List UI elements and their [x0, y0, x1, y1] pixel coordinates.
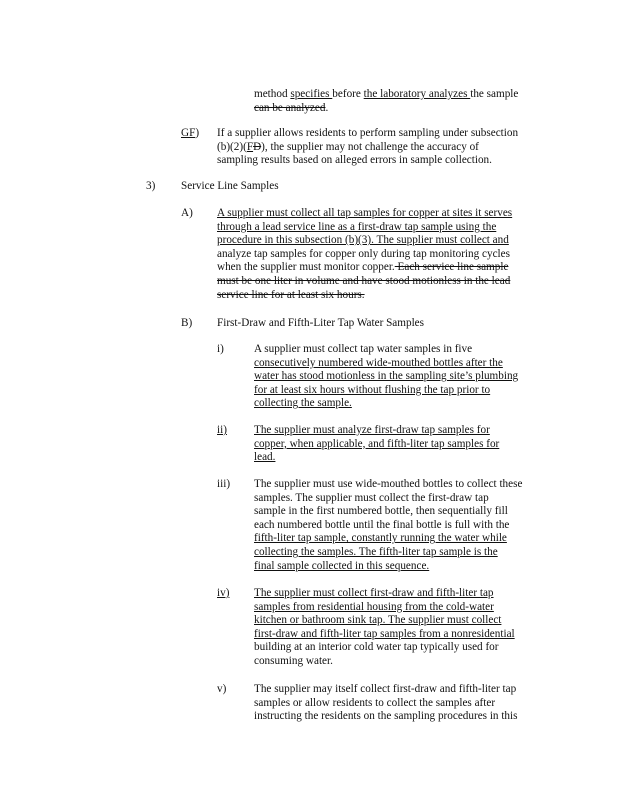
text-run: sampling results based on alleged errors in sample collection.: [217, 154, 492, 167]
text-line: [254, 710, 517, 724]
text-line: [254, 601, 494, 615]
inserted-text: ii): [217, 424, 227, 436]
text-line: [254, 628, 515, 642]
text-run: ): [195, 127, 200, 139]
deleted-text: Each service line sample: [394, 261, 509, 274]
deleted-text: must be one liter in volume and have stood motionless in the lead: [217, 275, 511, 287]
text-run: method: [254, 88, 291, 100]
text-line: [254, 587, 494, 601]
inserted-text: samples from residential housing from the cold-water: [254, 600, 494, 613]
text-line: [254, 397, 352, 411]
text-line: [217, 248, 510, 262]
text-line: [217, 317, 424, 331]
text-run: before: [332, 88, 364, 100]
text-run: The supplier may itself collect first-draw and fifth-liter tap: [254, 683, 517, 695]
inserted-text: specifies: [290, 88, 333, 100]
text-line: [254, 519, 509, 533]
text-line: [254, 88, 518, 102]
text-line: [254, 451, 275, 465]
text-line: [217, 207, 512, 221]
deleted-text: service line for at least six hours.: [217, 288, 365, 301]
text-run: instructing the residents on the sampling procedures in this: [254, 710, 518, 723]
text-line: [254, 532, 507, 546]
section-label: [217, 683, 226, 697]
text-line: [254, 697, 495, 711]
text-line: [217, 275, 510, 289]
text-line: [254, 370, 518, 384]
text-run: The supplier must use wide-mouthed bottles to collect these: [254, 478, 523, 490]
text-line: [254, 683, 516, 697]
text-run: Service Line Samples: [181, 180, 279, 192]
text-line: [217, 234, 509, 248]
inserted-text: lead.: [254, 451, 276, 464]
text-line: [254, 655, 333, 669]
text-line: [254, 102, 328, 116]
section-label: [217, 478, 230, 492]
text-run: building at an interior cold water tap typically used for: [254, 641, 499, 654]
section-label: [181, 207, 193, 221]
inserted-text: F: [246, 140, 254, 153]
text-line: [217, 289, 365, 303]
text-run: sample in the first numbered bottle, then sequentially fill: [254, 505, 508, 518]
text-line: [181, 180, 279, 194]
text-line: [217, 154, 492, 168]
text-run: .: [325, 101, 329, 114]
section-label: [217, 587, 229, 601]
text-line: [254, 505, 508, 519]
inserted-text: GF: [181, 127, 196, 139]
section-label: [181, 127, 199, 141]
inserted-text: for at least six hours without flushing the tap prior to: [254, 383, 491, 396]
text-line: [217, 261, 508, 275]
inserted-text: the laboratory analyzes: [363, 88, 471, 100]
text-line: [217, 221, 496, 235]
text-run: B): [181, 317, 193, 329]
inserted-text: collecting the samples. The fifth-liter tap sample is the: [254, 546, 498, 558]
deleted-text: can be analyzed: [254, 101, 326, 114]
text-run: samples. The supplier must collect the first-draw tap: [254, 491, 489, 504]
text-run: consuming water.: [254, 655, 333, 667]
inserted-text: first-draw and fifth-liter tap samples from a nonresidential: [254, 627, 515, 640]
text-line: [217, 141, 479, 155]
text-run: each numbered bottle until the final bottle is full with the: [254, 518, 510, 531]
text-run: A): [181, 207, 193, 219]
text-run: v): [217, 683, 227, 695]
section-label: [146, 180, 155, 194]
inserted-text: through a lead service line as a first-draw tap sample using the: [217, 220, 497, 233]
inserted-text: The supplier must analyze first-draw tap samples for: [254, 424, 490, 436]
section-label: [181, 317, 192, 331]
text-line: [254, 438, 499, 452]
text-run: A supplier must collect tap water samples in five: [254, 343, 473, 355]
text-line: [254, 343, 472, 357]
text-run: when the supplier must monitor copper.: [217, 261, 395, 274]
text-run: samples or allow residents to collect the samples after: [254, 696, 496, 709]
text-line: [254, 560, 429, 574]
text-run: i): [217, 343, 224, 355]
section-label: [217, 424, 227, 438]
text-line: [254, 546, 498, 560]
inserted-text: iv): [217, 587, 230, 599]
text-run: 3): [146, 180, 156, 192]
text-line: [254, 614, 501, 628]
inserted-text: final sample collected in this sequence.: [254, 559, 430, 572]
text-line: [254, 641, 499, 655]
text-run: the sample: [470, 88, 519, 100]
text-run: (b)(2)(: [217, 140, 247, 153]
inserted-text: procedure in this subsection (b)(3). The supplier must collect and: [217, 234, 509, 247]
inserted-text: collecting the sample.: [254, 397, 352, 410]
text-line: [254, 478, 522, 492]
inserted-text: A supplier must collect all tap samples for copper at sites it serves: [217, 207, 513, 219]
text-run: If a supplier allows residents to perform sampling under subsection: [217, 127, 519, 139]
inserted-text: water has stood motionless in the sampling site’s plumbing: [254, 370, 519, 383]
inserted-text: The supplier must collect first-draw and fifth-liter tap: [254, 587, 494, 599]
inserted-text: kitchen or bathroom sink tap. The supplier must collect: [254, 614, 502, 627]
inserted-text: consecutively numbered wide-mouthed bottles after the: [254, 356, 503, 369]
deleted-text: D: [253, 140, 262, 153]
text-line: [254, 357, 503, 371]
inserted-text: copper, when applicable, and fifth-liter tap samples for: [254, 437, 500, 450]
inserted-text: fifth-liter tap sample, constantly running the water while: [254, 532, 507, 545]
text-line: [254, 384, 490, 398]
text-run: iii): [217, 478, 231, 490]
section-label: [217, 343, 224, 357]
text-run: analyze tap samples for copper only during tap monitoring cycles: [217, 247, 510, 260]
text-line: [217, 127, 518, 141]
text-run: ), the supplier may not challenge the accuracy of: [261, 140, 479, 153]
text-run: First-Draw and Fifth-Liter Tap Water Samples: [217, 317, 424, 329]
text-line: [254, 424, 490, 438]
text-line: [254, 492, 489, 506]
